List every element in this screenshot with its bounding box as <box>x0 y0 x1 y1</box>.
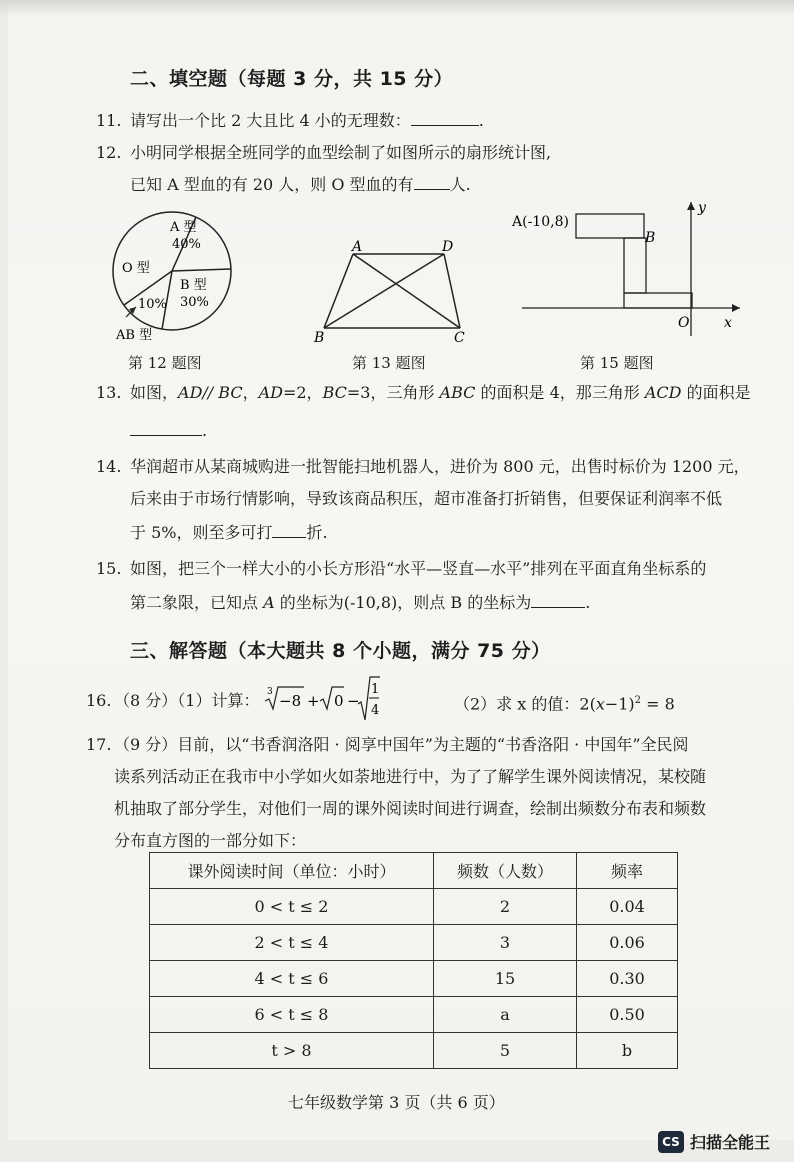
question-14-line3 <box>130 522 328 544</box>
question-11 <box>96 110 484 132</box>
question-text: 的面积是 <box>681 383 751 402</box>
table-cell: 0.50 <box>577 997 678 1033</box>
table-row <box>150 997 678 1033</box>
table-row <box>150 925 678 961</box>
table-cell: 0.04 <box>577 889 678 925</box>
x-axis-label: x <box>724 315 732 331</box>
question-text: 的面积是 4，那三角形 <box>475 383 645 402</box>
question-number: 14. <box>96 457 122 476</box>
question-text: =2， <box>282 383 323 402</box>
question-text: 如图，把三个一样大小的小长方形沿“水平—竖直—水平”排列在平面直角坐标系的 <box>130 559 707 578</box>
table-row <box>150 961 678 997</box>
answer-blank[interactable] <box>272 522 306 538</box>
table-cell: b <box>577 1033 678 1069</box>
pie-label-o: O 型 <box>122 261 150 276</box>
answer-blank[interactable] <box>411 110 479 126</box>
point-a-label: A(-10,8) <box>512 214 569 230</box>
pie-label-a: A 型 <box>170 220 197 235</box>
vertex-d: D <box>442 239 454 255</box>
vertex-a: A <box>352 239 363 255</box>
question-17-line4: 分布直方图的一部分如下： <box>114 831 307 850</box>
vertex-c: C <box>454 330 465 346</box>
math-expression: ABC <box>439 383 476 402</box>
table-cell: 0 < t ≤ 2 <box>150 889 434 925</box>
question-13-line2 <box>130 420 207 442</box>
math-expression: BC <box>322 383 347 402</box>
pie-percent-b: 30% <box>180 295 209 310</box>
question-text: 第二象限，已知点 <box>130 593 264 612</box>
question-text: =3，三角形 <box>346 383 440 402</box>
table-cell: 2 < t ≤ 4 <box>150 925 434 961</box>
question-14-line2: 后来由于市场行情影响，导致该商品积压，超市准备打折销售，但要保证利润率不低 <box>130 489 723 508</box>
table-header: 频率 <box>577 853 678 889</box>
question-number: 12. <box>96 143 122 162</box>
point-b-label: B <box>645 230 656 246</box>
table-cell: 4 < t ≤ 6 <box>150 961 434 997</box>
question-12-line2 <box>130 174 471 196</box>
watermark-text: 扫描全能王 <box>690 1133 771 1152</box>
question-15 <box>96 558 706 580</box>
diagonal-ac <box>353 254 460 328</box>
fraction-denominator: 4 <box>371 703 380 718</box>
figure-12-caption: 第 12 题图 <box>128 354 202 372</box>
page-footer: 七年级数学第 3 页（共 6 页） <box>288 1093 505 1112</box>
question-17-line3: 机抽取了部分学生，对他们一周的课外阅读时间进行调查，绘制出频数分布表和频数 <box>114 799 707 818</box>
table-row <box>150 1033 678 1069</box>
question-number: 13. <box>96 383 122 402</box>
question-17 <box>86 734 689 756</box>
table-cell: t > 8 <box>150 1033 434 1069</box>
answer-blank[interactable] <box>531 592 585 608</box>
table-cell: 5 <box>434 1033 577 1069</box>
question-15-line2 <box>130 592 590 614</box>
table-cell: 3 <box>434 925 577 961</box>
punctuation: . <box>585 593 591 612</box>
question-text: 请写出一个比 2 大且比 4 小的无理数： <box>130 111 411 130</box>
question-number: 16. <box>86 691 112 710</box>
table-cell: 2 <box>434 889 577 925</box>
question-text: 的坐标为(-10,8)，则点 B 的坐标为 <box>274 593 532 612</box>
pie-label-b: B 型 <box>180 278 207 293</box>
vertical-rectangle <box>624 238 646 293</box>
question-number: 17. <box>86 735 112 754</box>
section-title-fill-in: 二、填空题（每题 3 分，共 15 分） <box>130 68 454 90</box>
minus-sign: − <box>347 692 360 710</box>
question-text: （2）求 x 的值： <box>454 694 580 714</box>
question-text: 华润超市从某商城购进一批智能扫地机器人，进价为 800 元，出售时标价为 1200 元， <box>130 457 750 476</box>
punctuation: . <box>202 421 208 440</box>
section-title-solve: 三、解答题（本大题共 8 个小题，满分 75 分） <box>130 640 551 662</box>
punctuation: . <box>478 111 484 130</box>
camscanner-logo-icon: CS <box>658 1131 684 1153</box>
cube-root-index: 3 <box>267 687 273 697</box>
question-16-part2 <box>454 690 675 715</box>
trapezoid-figure <box>308 236 478 348</box>
y-axis-arrow-icon <box>687 202 695 210</box>
horizontal-rectangle-top <box>576 214 644 238</box>
frequency-table <box>149 852 678 1069</box>
question-text: 小明同学根据全班同学的血型绘制了如图所示的扇形统计图, <box>130 143 552 162</box>
math-variable: x <box>595 694 605 714</box>
table-cell: 15 <box>434 961 577 997</box>
question-14 <box>96 456 750 478</box>
fraction-numerator: 1 <box>371 682 380 697</box>
question-number: 15. <box>96 559 122 578</box>
cube-root-argument: −8 <box>279 692 302 710</box>
rectangles-coordinate-figure <box>508 196 748 344</box>
table-header: 频数（人数） <box>434 853 577 889</box>
question-16 <box>86 690 259 712</box>
square-root-argument: 0 <box>334 692 344 710</box>
table-row <box>150 889 678 925</box>
table-cell: 0.30 <box>577 961 678 997</box>
pie-label-ab: AB 型 <box>116 328 153 343</box>
pie-percent-ab: 10% <box>138 297 167 312</box>
math-expression: A <box>263 593 275 612</box>
pie-divider <box>172 269 231 271</box>
exponent: 2 <box>634 695 642 706</box>
segment-ab <box>324 254 353 328</box>
table-cell: 0.06 <box>577 925 678 961</box>
question-text: 折. <box>306 523 328 542</box>
origin-label: O <box>678 315 690 331</box>
plus-sign: + <box>307 692 320 710</box>
y-axis-label: y <box>698 200 706 216</box>
answer-blank[interactable] <box>130 420 202 436</box>
figure-13-caption: 第 13 题图 <box>352 354 426 372</box>
table-cell: 6 < t ≤ 8 <box>150 997 434 1033</box>
question-text: （9 分）目前，以“书香润洛阳 · 阅享中国年”为主题的“书香洛阳 · 中国年”全民阅 <box>114 735 689 754</box>
scanner-watermark <box>658 1130 770 1153</box>
figure-15-caption: 第 15 题图 <box>580 354 654 372</box>
math-expression: ACD <box>644 383 682 402</box>
math-expression: −1) <box>604 694 635 714</box>
answer-blank[interactable] <box>414 174 450 190</box>
math-expression: AD <box>258 383 283 402</box>
x-axis-arrow-icon <box>732 304 740 312</box>
table-header-row <box>150 853 678 889</box>
math-expression-16-1 <box>262 674 382 724</box>
page-top-shadow <box>0 0 794 16</box>
table-header: 课外阅读时间（单位：小时） <box>150 853 434 889</box>
question-text: 已知 A 型血的有 20 人，则 O 型血的有 <box>130 175 414 194</box>
question-text: （8 分）（1）计算： <box>114 691 260 710</box>
table-cell: a <box>434 997 577 1033</box>
diagonal-bd <box>324 254 444 328</box>
pie-percent-a: 40% <box>172 237 201 252</box>
math-expression: = 8 <box>641 694 675 714</box>
horizontal-rectangle-bottom <box>624 293 692 308</box>
vertex-b: B <box>314 330 325 346</box>
question-text: ， <box>242 383 259 402</box>
question-13 <box>96 382 751 404</box>
math-expression: 2( <box>579 694 596 714</box>
blood-type-pie-figure <box>100 208 250 350</box>
question-17-line2: 读系列活动正在我市中小学如火如荼地进行中，为了了解学生课外阅读情况，某校随 <box>114 767 707 786</box>
question-12 <box>96 142 551 164</box>
question-text: 如图， <box>130 383 179 402</box>
question-text: 于 5%，则至多可打 <box>130 523 273 542</box>
math-expression: AD// BC <box>178 383 243 402</box>
question-text: 人. <box>449 175 471 194</box>
question-number: 11. <box>96 111 122 130</box>
segment-dc <box>444 254 460 328</box>
